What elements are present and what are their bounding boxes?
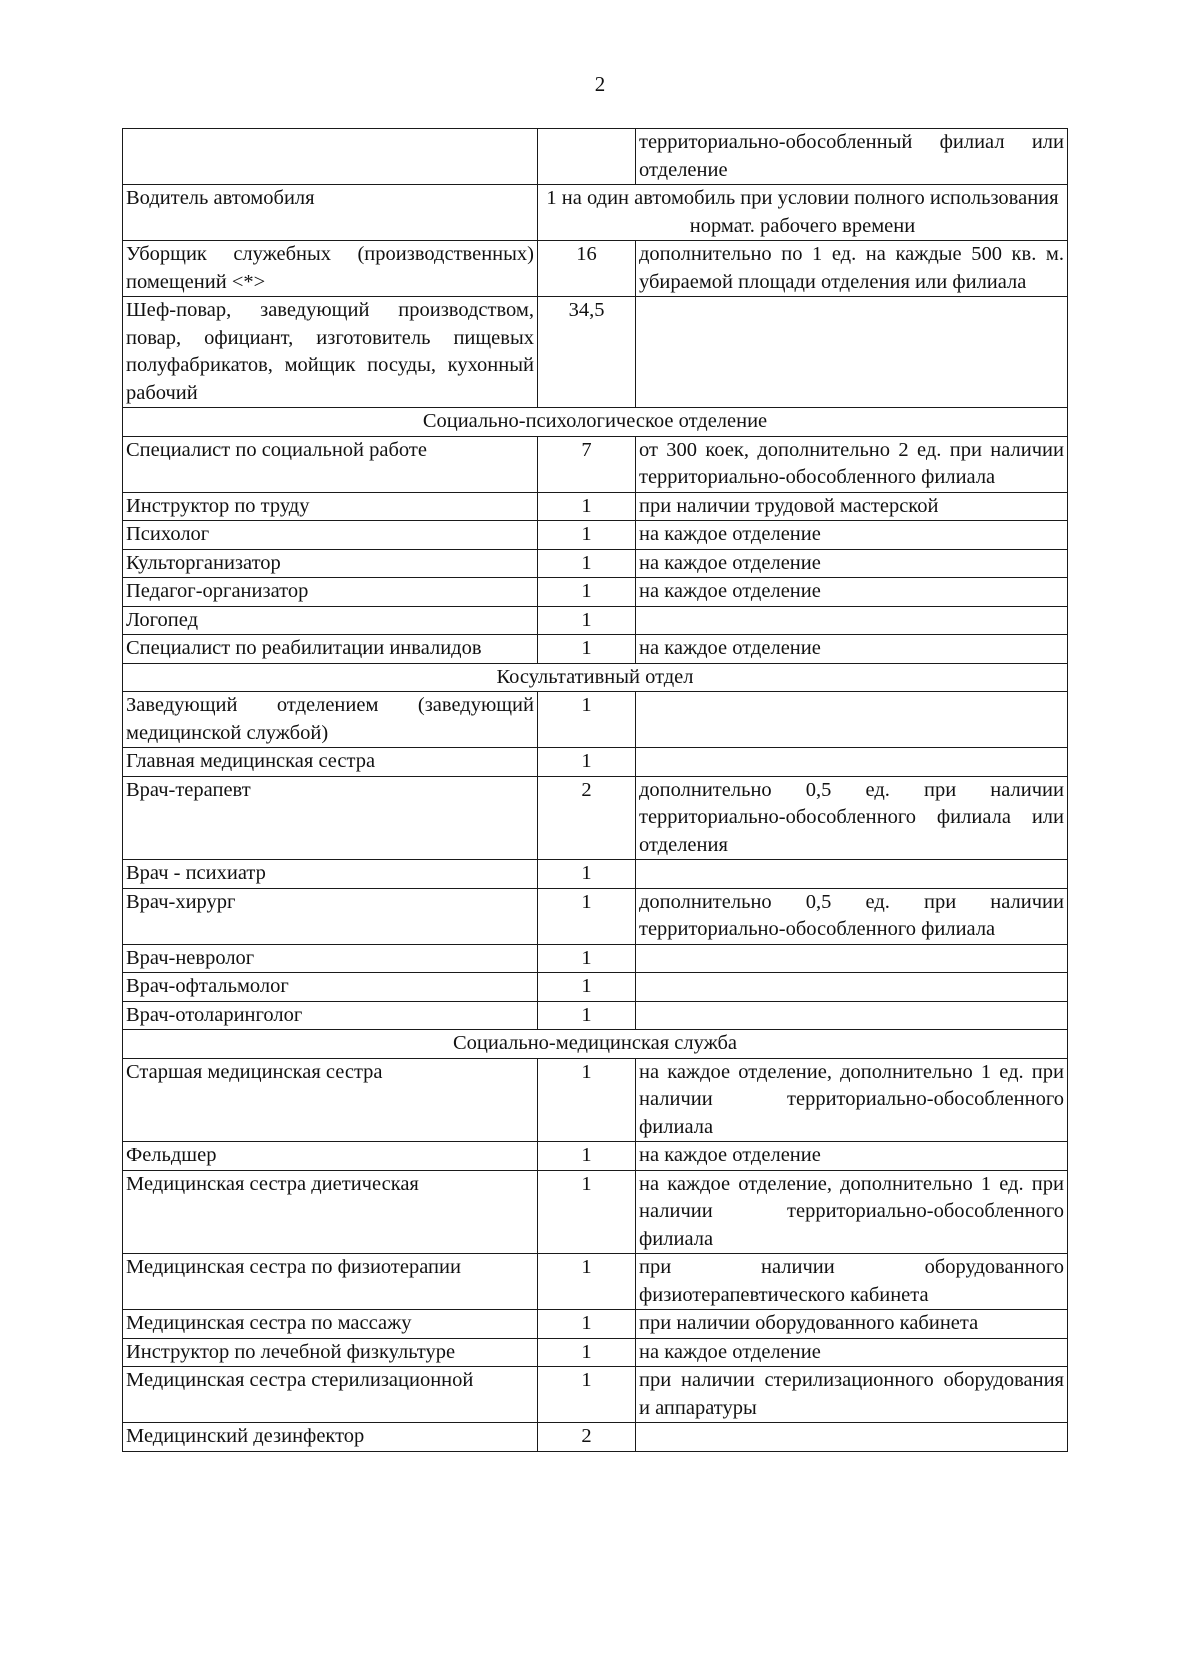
quantity-cell: 1 <box>538 1001 636 1030</box>
note-cell <box>636 692 1068 748</box>
note-cell: на каждое отделение, дополнительно 1 ед. при наличии территориально-обособленного филиала <box>636 1058 1068 1142</box>
position-cell: Уборщик служебных (производственных) помещений <*> <box>123 241 538 297</box>
table-row <box>123 1338 1068 1367</box>
quantity-cell: 1 <box>538 606 636 635</box>
position-cell: Инструктор по лечебной физкультуре <box>123 1338 538 1367</box>
note-cell: при наличии оборудованного физиотерапевтического кабинета <box>636 1254 1068 1310</box>
note-cell: территориально-обособленный филиал или отделение <box>636 129 1068 185</box>
position-cell: Шеф-повар, заведующий производством, повар, официант, изготовитель пищевых полуфабрикатов, мойщик посуды, кухонный рабочий <box>123 297 538 408</box>
note-cell: на каждое отделение, дополнительно 1 ед. при наличии территориально-обособленного филиала <box>636 1170 1068 1254</box>
note-cell <box>636 606 1068 635</box>
position-cell: Главная медицинская сестра <box>123 748 538 777</box>
table-row <box>123 1310 1068 1339</box>
note-cell: дополнительно 0,5 ед. при наличии территориально-обособленного филиала <box>636 888 1068 944</box>
staffing-table <box>122 128 1068 1452</box>
position-cell: Культорганизатор <box>123 549 538 578</box>
table-row <box>123 1058 1068 1142</box>
table-row <box>123 241 1068 297</box>
table-row <box>123 635 1068 664</box>
section-title: Косультативный отдел <box>123 663 1068 692</box>
table-row <box>123 492 1068 521</box>
table-row <box>123 1423 1068 1452</box>
section-title: Социально-психологическое отделение <box>123 408 1068 437</box>
table-row <box>123 436 1068 492</box>
position-cell: Врач-отоларинголог <box>123 1001 538 1030</box>
position-cell: Медицинская сестра по физиотерапии <box>123 1254 538 1310</box>
position-cell: Педагог-организатор <box>123 578 538 607</box>
table-row <box>123 606 1068 635</box>
note-cell <box>636 297 1068 408</box>
note-cell: на каждое отделение <box>636 1338 1068 1367</box>
note-cell <box>636 973 1068 1002</box>
position-cell: Логопед <box>123 606 538 635</box>
quantity-cell: 34,5 <box>538 297 636 408</box>
quantity-cell: 1 <box>538 748 636 777</box>
table-row <box>123 129 1068 185</box>
note-cell <box>636 1423 1068 1452</box>
quantity-cell: 1 <box>538 973 636 1002</box>
quantity-cell: 1 <box>538 1058 636 1142</box>
table-row <box>123 1254 1068 1310</box>
position-cell: Заведующий отделением (заведующий медицинской службой) <box>123 692 538 748</box>
position-cell: Врач-хирург <box>123 888 538 944</box>
staffing-table-body <box>123 129 1068 1452</box>
note-cell: на каждое отделение <box>636 578 1068 607</box>
note-cell: на каждое отделение <box>636 1142 1068 1171</box>
table-row <box>123 1170 1068 1254</box>
quantity-cell: 1 <box>538 1170 636 1254</box>
position-cell: Медицинский дезинфектор <box>123 1423 538 1452</box>
quantity-cell: 1 <box>538 549 636 578</box>
quantity-cell: 1 <box>538 888 636 944</box>
quantity-cell: 1 <box>538 492 636 521</box>
note-cell: при наличии трудовой мастерской <box>636 492 1068 521</box>
position-cell <box>123 129 538 185</box>
position-cell: Врач - психиатр <box>123 860 538 889</box>
note-cell <box>636 1001 1068 1030</box>
position-cell: Медицинская сестра по массажу <box>123 1310 538 1339</box>
quantity-cell: 1 <box>538 1142 636 1171</box>
quantity-cell: 2 <box>538 1423 636 1452</box>
table-row <box>123 549 1068 578</box>
position-cell: Психолог <box>123 521 538 550</box>
quantity-cell: 16 <box>538 241 636 297</box>
position-cell: Специалист по реабилитации инвалидов <box>123 635 538 664</box>
table-row <box>123 888 1068 944</box>
position-cell: Водитель автомобиля <box>123 185 538 241</box>
note-cell: дополнительно по 1 ед. на каждые 500 кв. м. убираемой площади отделения или филиала <box>636 241 1068 297</box>
quantity-cell: 1 <box>538 578 636 607</box>
table-row <box>123 578 1068 607</box>
section-header-row <box>123 408 1068 437</box>
table-row <box>123 776 1068 860</box>
quantity-cell: 2 <box>538 776 636 860</box>
note-cell <box>636 944 1068 973</box>
note-cell: при наличии стерилизационного оборудования и аппаратуры <box>636 1367 1068 1423</box>
quantity-cell: 1 <box>538 692 636 748</box>
table-row <box>123 521 1068 550</box>
table-row <box>123 692 1068 748</box>
table-row <box>123 1142 1068 1171</box>
position-cell: Фельдшер <box>123 1142 538 1171</box>
quantity-cell: 1 <box>538 635 636 664</box>
position-cell: Специалист по социальной работе <box>123 436 538 492</box>
quantity-cell: 7 <box>538 436 636 492</box>
quantity-cell: 1 <box>538 1254 636 1310</box>
quantity-cell: 1 <box>538 944 636 973</box>
position-cell: Медицинская сестра диетическая <box>123 1170 538 1254</box>
note-cell: от 300 коек, дополнительно 2 ед. при наличии территориально-обособленного филиала <box>636 436 1068 492</box>
position-cell: Старшая медицинская сестра <box>123 1058 538 1142</box>
note-cell: на каждое отделение <box>636 635 1068 664</box>
section-header-row <box>123 663 1068 692</box>
note-cell: дополнительно 0,5 ед. при наличии территориально-обособленного филиала или отделения <box>636 776 1068 860</box>
table-row <box>123 944 1068 973</box>
quantity-cell: 1 <box>538 1338 636 1367</box>
quantity-cell: 1 <box>538 521 636 550</box>
note-cell <box>636 860 1068 889</box>
page-number: 2 <box>594 72 606 96</box>
table-row <box>123 297 1068 408</box>
note-cell: на каждое отделение <box>636 521 1068 550</box>
position-cell: Врач-офтальмолог <box>123 973 538 1002</box>
position-cell: Инструктор по труду <box>123 492 538 521</box>
merged-norm-cell: 1 на один автомобиль при условии полного использования нормат. рабочего времени <box>538 185 1068 241</box>
table-row <box>123 185 1068 241</box>
position-cell: Врач-терапевт <box>123 776 538 860</box>
table-row <box>123 1001 1068 1030</box>
table-row <box>123 973 1068 1002</box>
quantity-cell: 1 <box>538 1367 636 1423</box>
table-row <box>123 860 1068 889</box>
quantity-cell: 1 <box>538 860 636 889</box>
note-cell <box>636 748 1068 777</box>
note-cell: на каждое отделение <box>636 549 1068 578</box>
section-title: Социально-медицинская служба <box>123 1030 1068 1059</box>
quantity-cell <box>538 129 636 185</box>
position-cell: Медицинская сестра стерилизационной <box>123 1367 538 1423</box>
note-cell: при наличии оборудованного кабинета <box>636 1310 1068 1339</box>
table-row <box>123 1367 1068 1423</box>
quantity-cell: 1 <box>538 1310 636 1339</box>
section-header-row <box>123 1030 1068 1059</box>
position-cell: Врач-невролог <box>123 944 538 973</box>
table-row <box>123 748 1068 777</box>
